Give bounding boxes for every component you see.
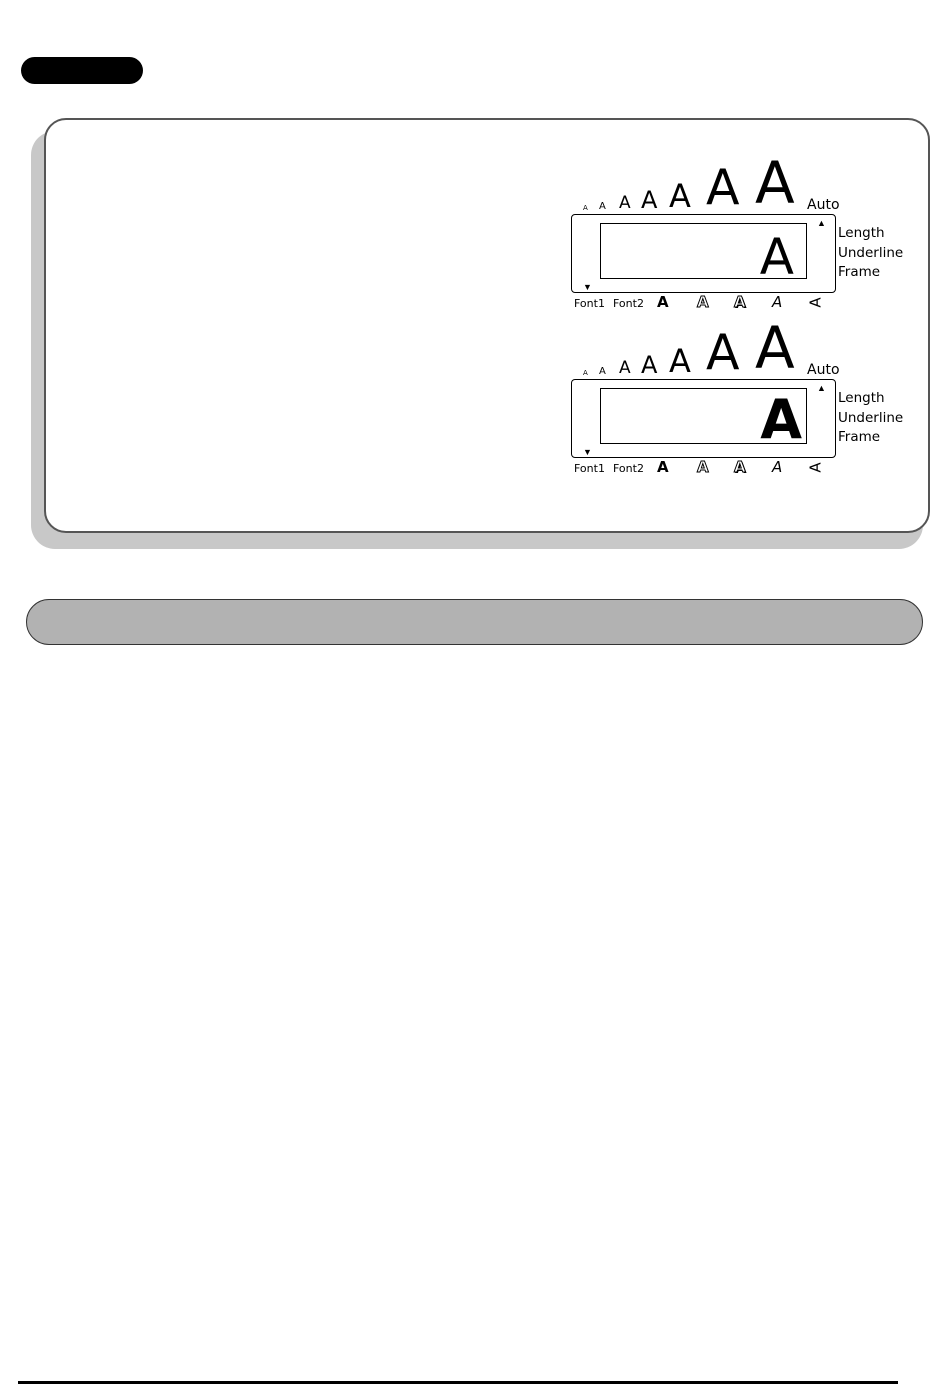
font-indicator-row: [0, 295, 950, 315]
size-indicator-4: A: [641, 186, 658, 214]
lcd-screen: [600, 223, 807, 286]
length-label: Length: [838, 225, 885, 241]
triangle-down-icon: ▼: [583, 282, 592, 292]
underline-label: Underline: [838, 244, 904, 261]
lcd-character: A: [759, 228, 794, 286]
font2-label: Font2: [613, 462, 644, 475]
shadow-style-icon: A: [734, 458, 746, 476]
italic-style-icon: A: [772, 458, 783, 476]
font2-label: Font2: [613, 297, 644, 310]
outline-style-icon: A: [697, 293, 709, 311]
size-indicator-1: A: [583, 204, 588, 212]
outline-style-icon: A: [697, 458, 709, 476]
size-indicator-7: A: [755, 149, 795, 217]
lcd-display-bold: [0, 314, 950, 487]
lcd-display-normal: [0, 149, 950, 322]
section-heading-bar: [26, 599, 923, 645]
size-indicator-6: A: [706, 324, 740, 381]
footer-rule: [18, 1381, 898, 1384]
size-indicator-row: [0, 314, 950, 382]
size-indicator-2: A: [599, 366, 606, 377]
vertical-style-icon: A: [806, 297, 825, 308]
side-indicator-labels: [838, 224, 903, 283]
size-indicator-row: [0, 149, 950, 217]
shadow-style-icon: A: [734, 293, 746, 311]
size-indicator-3: A: [619, 358, 631, 378]
size-indicator-7: A: [755, 314, 795, 382]
font1-label: Font1: [574, 297, 605, 310]
auto-size-label: Auto: [807, 197, 840, 213]
size-indicator-5: A: [669, 177, 691, 215]
italic-style-icon: A: [772, 293, 783, 311]
side-indicator-labels: [838, 389, 903, 448]
size-indicator-5: A: [669, 342, 691, 380]
underline-label: Underline: [838, 409, 904, 426]
triangle-up-icon: ▲: [817, 218, 826, 228]
lcd-character: A: [760, 388, 802, 451]
vertical-style-icon: A: [806, 462, 825, 473]
bold-style-icon: A: [657, 293, 669, 311]
font1-label: Font1: [574, 462, 605, 475]
lcd-screen: [600, 388, 807, 451]
bold-style-icon: A: [657, 458, 669, 476]
frame-label: Frame: [838, 264, 881, 280]
size-indicator-3: A: [619, 193, 631, 213]
size-indicator-1: A: [583, 369, 588, 377]
size-indicator-2: A: [599, 201, 606, 212]
triangle-down-icon: ▼: [583, 447, 592, 457]
triangle-up-icon: ▲: [817, 383, 826, 393]
length-label: Length: [838, 390, 885, 406]
size-indicator-6: A: [706, 159, 740, 216]
frame-label: Frame: [838, 429, 881, 445]
font-indicator-row: [0, 460, 950, 480]
auto-size-label: Auto: [807, 362, 840, 378]
size-indicator-4: A: [641, 351, 658, 379]
section-tab-label: [21, 57, 143, 84]
